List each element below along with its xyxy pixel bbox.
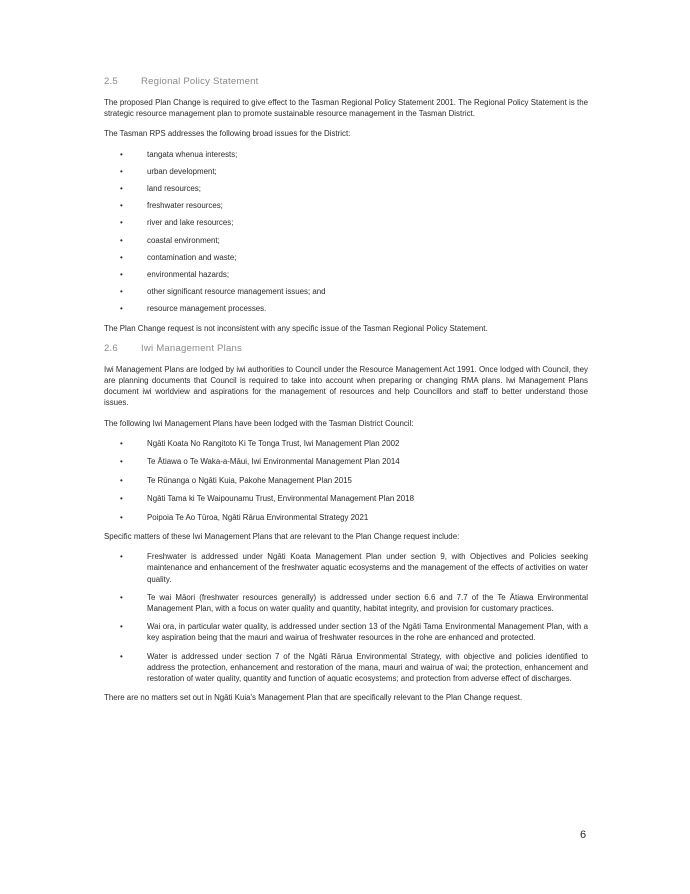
list-item [104, 493, 588, 504]
paragraph: Specific matters of these Iwi Management Plans that are relevant to the Plan Change request include: [104, 532, 460, 542]
list-item [104, 200, 588, 211]
list-item [104, 217, 588, 228]
list-item [104, 621, 588, 643]
list-item [104, 166, 588, 177]
list-item [104, 235, 588, 246]
paragraph: The proposed Plan Change is required to give effect to the Tasman Regional Policy Statement 2001. The Regional Policy Statement is the strategic resource management plan to promote sustainable resource management in the Tasman District. [104, 98, 588, 119]
bullet-icon: • [120, 252, 123, 262]
list-item [104, 551, 588, 585]
list-item-text: river and lake resources; [147, 218, 234, 228]
list-item-text: resource management processes. [147, 304, 267, 314]
list-item [104, 456, 588, 467]
bullet-icon: • [120, 457, 123, 467]
page-number: 6 [580, 829, 587, 841]
section-title: Iwi Management Plans [141, 342, 243, 354]
bullet-icon: • [120, 651, 123, 661]
paragraph: The following Iwi Management Plans have been lodged with the Tasman District Council: [104, 418, 414, 428]
bullet-icon: • [120, 622, 123, 632]
bullet-icon: • [120, 438, 123, 448]
bullet-icon: • [120, 184, 123, 194]
list-item-text: Water is addressed under section 7 of the Ngāti Rārua Environmental Strategy, with objective and policies identified to address the protection, enhancement and restoration of the mana, mauri and wairua of wai; the protection, enhancement and restoration of water quality, quantity and function of aquatic ecosystems; and protection from adverse effect of discharges. [147, 651, 588, 684]
list-item [104, 512, 588, 523]
list-item-text: Wai ora, in particular water quality, is addressed under section 13 of the Ngāti Tama Environmental Management Plan, with a key aspiration being that the mauri and wairua of freshwater resources in the rohe are enhanced and protected. [147, 622, 588, 643]
rps-issues-list [104, 149, 588, 315]
page-content [104, 76, 588, 713]
bullet-icon: • [120, 270, 123, 280]
list-item-text: Te Rūnanga o Ngāti Kuia, Pakohe Management Plan 2015 [147, 475, 352, 485]
relevant-matters-list [104, 551, 588, 684]
bullet-icon: • [120, 592, 123, 602]
bullet-icon: • [120, 512, 123, 522]
list-item [104, 438, 588, 449]
list-item-text: Te wai Māori (freshwater resources generally) is addressed under section 6.6 and 7.7 of the Te Ātiawa Environmental Management Plan, with a focus on water quality and quantity, habitat integrity, and provision for customary practices. [147, 592, 588, 614]
list-item-text: Freshwater is addressed under Ngāti Koata Management Plan under section 9, with Objectives and Policies seeking maintenance and enhancement of the freshwater aquatic ecosystems and the management of the effects of activities on water quality. [147, 552, 588, 584]
section-heading-2-6 [104, 343, 588, 355]
list-item-text: Te Ātiawa o Te Waka-a-Māui, Iwi Environmental Management Plan 2014 [147, 457, 400, 467]
bullet-icon: • [120, 166, 123, 176]
list-item-text: other significant resource management issues; and [147, 287, 326, 297]
list-item [104, 303, 588, 314]
list-item [104, 269, 588, 280]
paragraph: The Tasman RPS addresses the following broad issues for the District: [104, 129, 351, 139]
list-item [104, 651, 588, 685]
iwi-plans-list [104, 438, 588, 523]
list-item-text: freshwater resources; [147, 201, 223, 211]
bullet-icon: • [120, 494, 123, 504]
list-item-text: land resources; [147, 184, 201, 194]
bullet-icon: • [120, 287, 123, 297]
list-item-text: contamination and waste; [147, 252, 237, 262]
bullet-icon: • [120, 475, 123, 485]
list-item [104, 252, 588, 263]
list-item-text: Ngāti Koata No Rangitoto Ki Te Tonga Trust, Iwi Management Plan 2002 [147, 438, 400, 448]
section-title: Regional Policy Statement [141, 76, 259, 87]
list-item [104, 286, 588, 297]
paragraph: The Plan Change request is not inconsistent with any specific issue of the Tasman Regional Policy Statement. [104, 323, 488, 333]
bullet-icon: • [120, 304, 123, 314]
list-item-text: coastal environment; [147, 235, 220, 245]
bullet-icon: • [120, 201, 123, 211]
list-item-text: tangata whenua interests; [147, 149, 238, 159]
bullet-icon: • [120, 235, 123, 245]
bullet-icon: • [120, 149, 123, 159]
list-item-text: environmental hazards; [147, 270, 230, 280]
list-item-text: Poipoia Te Ao Tūroa, Ngāti Rārua Environmental Strategy 2021 [147, 512, 369, 522]
section-heading-2-5 [104, 76, 588, 88]
list-item [104, 475, 588, 486]
paragraph: There are no matters set out in Ngāti Kuia's Management Plan that are specifically relevant to the Plan Change request. [104, 693, 523, 703]
paragraph: Iwi Management Plans are lodged by iwi authorities to Council under the Resource Management Act 1991. Once lodged with Council, they are planning documents that Council is required to take into account when preparing or changing RMA plans. Iwi Management Plans document iwi worldview and aspirations for the management of resources and help Councillors and staff to better understand those issues. [104, 364, 588, 408]
section-number: 2.5 [104, 76, 118, 87]
list-item [104, 183, 588, 194]
list-item-text: Ngāti Tama ki Te Waipounamu Trust, Environmental Management Plan 2018 [147, 494, 414, 504]
bullet-icon: • [120, 218, 123, 228]
list-item-text: urban development; [147, 166, 217, 176]
bullet-icon: • [120, 552, 123, 562]
list-item [104, 149, 588, 160]
list-item [104, 592, 588, 614]
section-number: 2.6 [104, 342, 118, 354]
